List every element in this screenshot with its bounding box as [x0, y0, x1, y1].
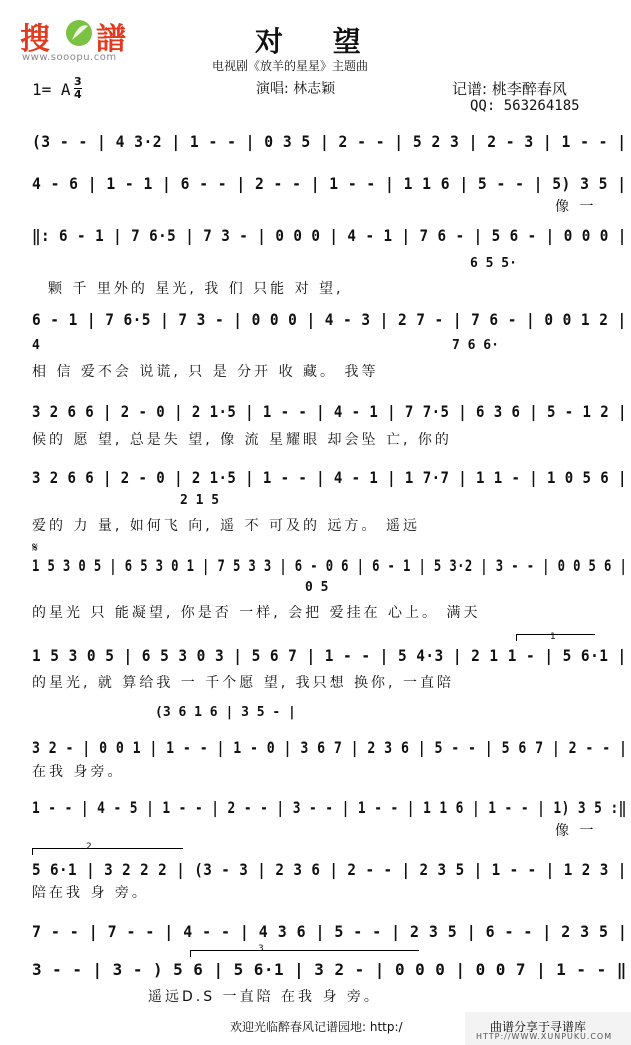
score-line-6: 3 2 6 6 | 2 - 0 | 2 1·5 | 1 - - | 4 - 1 | 1 7·7 | 1 1 - | 1 0 5 6 |: [32, 468, 627, 487]
logo-text-left: 搜: [20, 22, 50, 57]
time-sig-top: 3: [74, 75, 82, 88]
logo-text-right: 譜: [96, 22, 126, 57]
volta-number-2: 2: [86, 842, 92, 852]
score-line-9: 3 2 - | 0 0 1 | 1 - - | 1 - 0 | 3 6 7 | 2 3 6 | 5 - - | 5 6 7 | 2 - - |: [32, 738, 628, 757]
volta-number-3: 3: [258, 944, 264, 954]
score-line-2: 4 - 6 | 1 - 1 | 6 - - | 2 - - | 1 - - | 1 1 6 | 5 - - | 5) 3 5 |: [32, 174, 627, 193]
lyrics-line-9: 在我 身旁。: [32, 764, 125, 780]
singer: 演唱: 林志颖: [256, 81, 336, 97]
volta-bracket-3: [190, 950, 419, 957]
lyrics-line-13: 遥远D.S 一直陪 在我 身 旁。: [148, 989, 381, 1005]
lyrics-line-10: 像 一: [555, 823, 597, 839]
song-subtitle: 电视剧《放羊的星星》主题曲: [212, 59, 369, 73]
inner-notes-1: 6 5 5·: [470, 256, 517, 271]
inner-notes-2: 4: [32, 338, 40, 353]
inner-notes-5: 0 5: [305, 580, 329, 595]
lyrics-line-11: 陪在我 身 旁。: [32, 885, 149, 901]
score-line-10: 1 - - | 4 - 5 | 1 - - | 2 - - | 3 - - | 1 - - | 1 1 6 | 1 - - | 1) 3 5 :‖: [32, 798, 627, 817]
lyrics-line-5: 候的 愿 望, 总是失 望, 像 流 星耀眼 却会坠 亡, 你的: [32, 432, 452, 448]
score-line-5: 3 2 6 6 | 2 - 0 | 2 1·5 | 1 - - | 4 - 1 | 7 7·5 | 6 3 6 | 5 - 1 2 |: [32, 402, 627, 421]
time-signature: [74, 76, 82, 101]
score-line-4: 6 - 1 | 7 6·5 | 7 3 - | 0 0 0 | 4 - 3 | 2 7 - | 7 6 - | 0 0 1 2 |: [32, 310, 627, 329]
footer-url[interactable]: HTTP://WWW.XUNPUKU.COM: [476, 1032, 613, 1041]
lyrics-line-8: 的星光, 就 算给我 一 千个愿 望, 我只想 换你, 一直陪: [32, 675, 454, 691]
site-logo[interactable]: [20, 14, 142, 64]
score-line-13: 3 - - | 3 - ) 5 6 | 5 6·1 | 3 2 - | 0 0 0 | 0 0 7 | 1 - - ‖: [32, 960, 627, 979]
lyrics-line-6: 爱的 力 量, 如何飞 向, 遥 不 可及的 远方。 遥远: [32, 518, 420, 534]
score-line-3: ‖: 6 - 1 | 7 6·5 | 7 3 - | 0 0 0 | 4 - 1 | 7 6 - | 5 6 - | 0 0 0 |: [32, 226, 627, 245]
lyrics-line-2: 像 一: [555, 199, 597, 215]
lyrics-line-7: 的星光 只 能凝望, 你是否 一样, 会把 爱挂在 心上。 满天: [32, 605, 481, 621]
time-sig-bottom: 4: [74, 88, 82, 101]
footer-text: 欢迎光临醉春风记谱园地: http:/: [230, 1020, 403, 1034]
leaf-icon: [64, 18, 94, 48]
score-line-12: 7 - - | 7 - - | 4 - - | 4 3 6 | 5 - - | 2 3 5 | 6 - - | 2 3 5 |: [32, 922, 628, 941]
segno-sign: 𝄋: [32, 540, 39, 556]
lyrics-line-3: 颗 千 里外的 星光, 我 们 只能 对 望,: [48, 281, 344, 297]
logo-url: www.sooopu.com: [22, 52, 117, 63]
volta-number-1: 1: [550, 632, 556, 642]
score-line-7: 1 5 3 0 5 | 6 5 3 0 1 | 7 5 3 3 | 6 - 0 6 | 6 - 1 | 5 3·2 | 3 - - | 0 0 5 6 |: [32, 556, 628, 575]
volta-bracket-2: [32, 848, 183, 855]
score-line-8: 1 5 3 0 5 | 6 5 3 0 3 | 5 6 7 | 1 - - | 5 4·3 | 2 1 1 - | 5 6·1 |: [32, 646, 627, 665]
score-line-1: (3 - - | 4 3·2 | 1 - - | 0 3 5 | 2 - - | 5 2 3 | 2 - 3 | 1 - - |: [32, 132, 627, 151]
score-line-11: 5 6·1 | 3 2 2 2 | (3 - 3 | 2 3 6 | 2 - - | 2 3 5 | 1 - - | 1 2 3 |: [32, 860, 627, 879]
qq-number: QQ: 563264185: [470, 98, 580, 114]
inner-notes-3: 7 6 6·: [452, 338, 499, 353]
inner-notes-4: 2 1 5: [180, 493, 220, 508]
lyrics-line-4: 相 信 爱不会 说谎, 只 是 分开 收 藏。 我等: [32, 364, 379, 380]
song-title: 对 望: [255, 25, 381, 58]
footer-brand[interactable]: 曲谱分享于寻谱库: [490, 1020, 587, 1034]
key-signature: 1= A: [32, 80, 71, 99]
inner-notes-6: (3 6 1 6 | 3 5 - |: [155, 705, 296, 720]
notator: 记谱: 桃李醉春风: [452, 80, 567, 98]
